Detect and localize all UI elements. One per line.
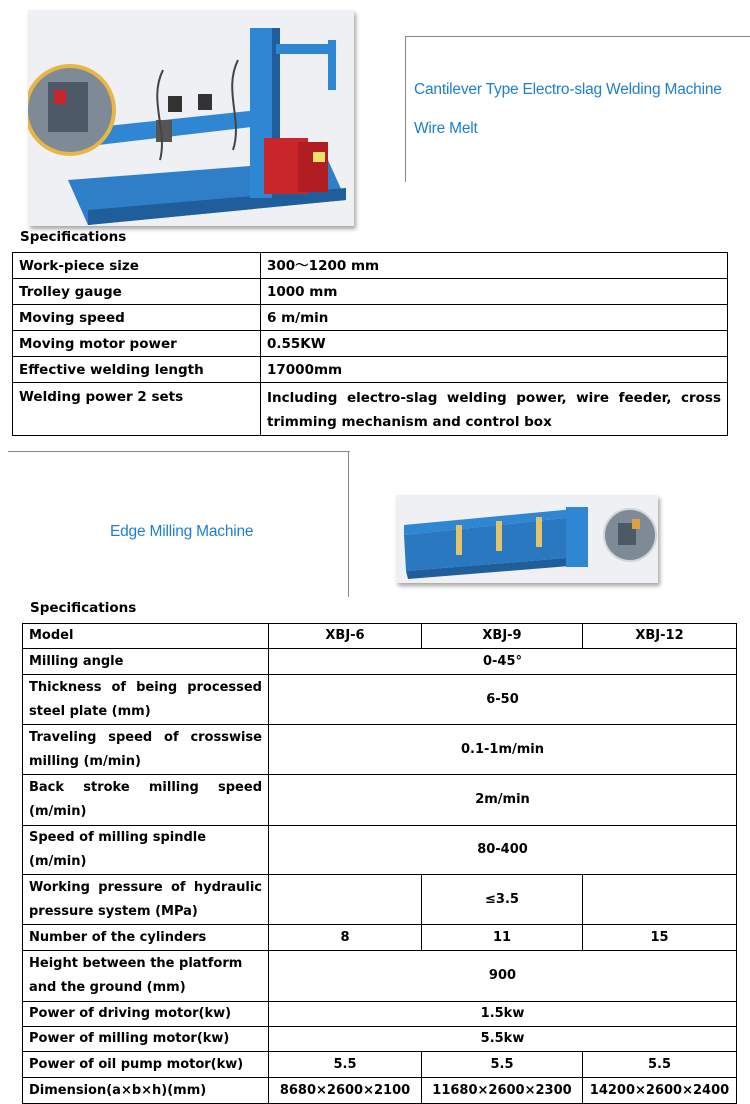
header-xbj-6: XBJ-6 (269, 624, 422, 649)
section1-title: Cantilever Type Electro-slag Welding Machine (414, 81, 722, 98)
spec-value-cell: 0-45° (269, 649, 737, 675)
welding-machine-photo (28, 10, 354, 226)
empty-cell (269, 875, 422, 925)
spec-value-cell: Including electro-slag welding power, wire feeder, cross trimming mechanism and control box (261, 383, 728, 436)
spec-label-cell: Working pressure of hydraulic pressure system (MPa) (23, 875, 269, 925)
title-bracket-line (405, 36, 750, 182)
spec-label-cell: Speed of milling spindle (m/min) (23, 826, 269, 875)
table-row (23, 1002, 737, 1027)
section1-subtitle: Wire Melt (414, 120, 478, 137)
spec-value-cell: 5.5 (269, 1052, 422, 1078)
spec-label-cell: Milling angle (23, 649, 269, 675)
welding-spec-table (12, 252, 728, 436)
table-row (23, 951, 737, 1002)
spec-label-cell: Moving motor power (13, 331, 261, 357)
table-row (13, 253, 728, 279)
spec-label-cell: Power of driving motor(kw) (23, 1002, 269, 1027)
table-row (13, 305, 728, 331)
spec-value-cell: 5.5kw (269, 1027, 737, 1052)
spec-label-cell: Work-piece size (13, 253, 261, 279)
spec-label-cell: Moving speed (13, 305, 261, 331)
header-xbj-12: XBJ-12 (583, 624, 737, 649)
spec-value-cell: 14200×2600×2400 (583, 1078, 737, 1104)
table-row (23, 649, 737, 675)
spec-value-cell: 8680×2600×2100 (269, 1078, 422, 1104)
table-row (23, 1027, 737, 1052)
table-header-row (23, 624, 737, 649)
spec-value-cell: 5.5 (583, 1052, 737, 1078)
spec-value-cell: 80-400 (269, 826, 737, 875)
spec-label-cell: Back stroke milling speed (m/min) (23, 775, 269, 826)
spec-value-cell: 17000mm (261, 357, 728, 383)
table-row (23, 1052, 737, 1078)
milling-machine-photo (396, 495, 658, 583)
section2-title: Edge Milling Machine (110, 523, 254, 540)
spec-label-cell: Power of oil pump motor(kw) (23, 1052, 269, 1078)
spec-value-cell: 11 (422, 925, 583, 951)
spec-value-cell: 0.55KW (261, 331, 728, 357)
spec-label-cell: Number of the cylinders (23, 925, 269, 951)
title-bracket-top (8, 451, 350, 452)
spec-label-cell: Dimension(a×b×h)(mm) (23, 1078, 269, 1104)
spec-label-cell: Power of milling motor(kw) (23, 1027, 269, 1052)
spec-label-cell: Thickness of being processed steel plate (mm) (23, 675, 269, 725)
spec-value-cell: 900 (269, 951, 737, 1002)
table-row (13, 279, 728, 305)
table-row (23, 925, 737, 951)
spec-value-cell: 2m/min (269, 775, 737, 826)
spec-value-cell: 0.1-1m/min (269, 725, 737, 775)
table-row (23, 725, 737, 775)
empty-cell (583, 875, 737, 925)
spec-value-cell: 1.5kw (269, 1002, 737, 1027)
milling-spec-table (22, 623, 737, 1104)
table-row (13, 383, 728, 436)
section1-spec-label: Specifications (20, 229, 127, 245)
section2-spec-label: Specifications (30, 600, 137, 616)
table-row (23, 875, 737, 925)
title-bracket-top (405, 36, 750, 37)
spec-value-cell: 11680×2600×2300 (422, 1078, 583, 1104)
spec-value-cell: 6-50 (269, 675, 737, 725)
table-row (23, 675, 737, 725)
spec-label-cell: Traveling speed of crosswise milling (m/min) (23, 725, 269, 775)
spec-value-cell: 1000 mm (261, 279, 728, 305)
table-row (23, 775, 737, 826)
table-row (23, 826, 737, 875)
header-xbj-9: XBJ-9 (422, 624, 583, 649)
spec-label-cell: Height between the platform and the ground (mm) (23, 951, 269, 1002)
table-row (13, 357, 728, 383)
spec-value-cell: ≤3.5 (422, 875, 583, 925)
title-bracket-line (348, 451, 349, 597)
spec-value-cell: 300～1200 mm (261, 253, 728, 279)
table-row (23, 1078, 737, 1104)
spec-value-cell: 5.5 (422, 1052, 583, 1078)
spec-value-cell: 8 (269, 925, 422, 951)
table-row (13, 331, 728, 357)
spec-value-cell: 15 (583, 925, 737, 951)
spec-label-cell: Trolley gauge (13, 279, 261, 305)
spec-value-cell: 6 m/min (261, 305, 728, 331)
header-model: Model (23, 624, 269, 649)
spec-label-cell: Welding power 2 sets (13, 383, 261, 436)
spec-label-cell: Effective welding length (13, 357, 261, 383)
